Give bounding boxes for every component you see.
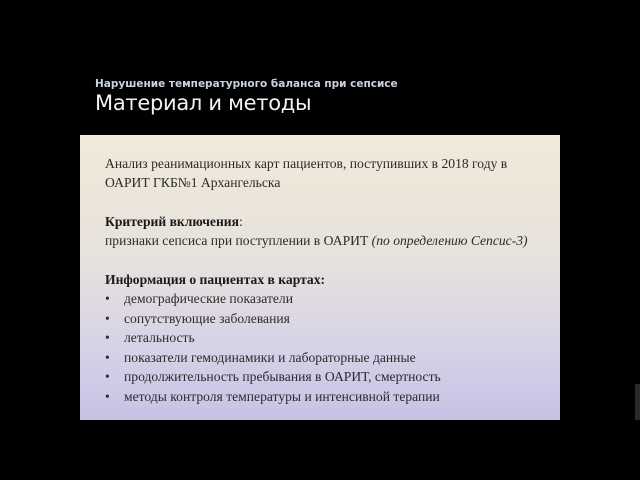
slide-subtitle: Нарушение температурного баланса при сепсисе <box>95 78 398 90</box>
list-item <box>105 348 550 368</box>
list-item-text: демографические показатели <box>124 291 293 306</box>
criterion-block <box>105 212 550 250</box>
list-item <box>105 289 550 309</box>
bullet-icon: • <box>105 388 110 404</box>
content-panel <box>80 135 560 420</box>
bullet-icon: • <box>105 349 110 365</box>
list-item-text: продолжительность пребывания в ОАРИТ, смертность <box>124 369 441 384</box>
bullet-icon: • <box>105 330 110 345</box>
slide-title: Материал и методы <box>95 91 312 115</box>
info-heading: Информация о пациентах в картах: <box>105 272 326 287</box>
bullet-icon: • <box>105 369 110 384</box>
info-list <box>105 289 550 406</box>
criterion-heading: Критерий включения <box>105 214 239 229</box>
list-item-text: сопутствующие заболевания <box>124 310 290 326</box>
criterion-colon: : <box>238 214 243 229</box>
scrollbar-edge[interactable] <box>635 384 640 420</box>
list-item-text: показатели гемодинамики и лабораторные данные <box>124 349 416 365</box>
list-item <box>105 387 550 407</box>
intro-line-2: ОАРИТ ГКБ№1 Архангельска <box>105 175 281 190</box>
content-body <box>105 154 550 406</box>
list-item <box>105 328 550 348</box>
list-item <box>105 309 550 329</box>
criterion-note: (по определению Сепсис-3) <box>371 233 528 248</box>
list-item-text: летальность <box>124 330 195 345</box>
list-item-text: методы контроля температуры и интенсивной терапии <box>124 388 440 404</box>
criterion-text: признаки сепсиса при поступлении в ОАРИТ <box>105 233 372 248</box>
bullet-icon: • <box>105 291 110 306</box>
intro-line-1: Анализ реанимационных карт пациентов, поступивших в 2018 году в <box>105 156 508 171</box>
intro-paragraph <box>105 154 550 192</box>
list-item <box>105 367 550 387</box>
bullet-icon: • <box>105 310 110 326</box>
